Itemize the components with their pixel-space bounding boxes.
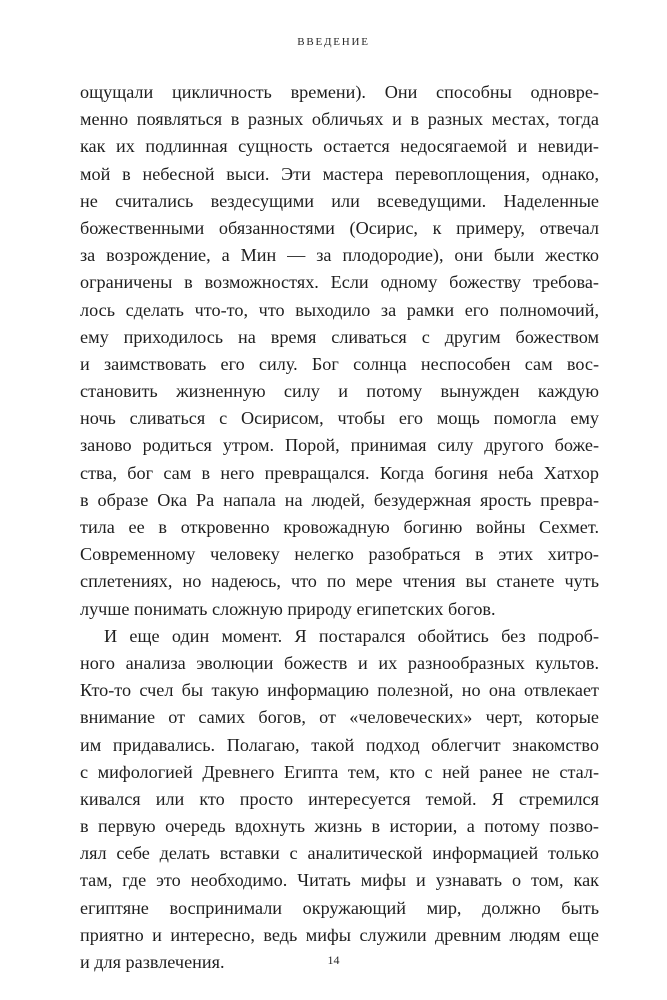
text-line: ного анализа эволюции божеств и их разнообразных культов. xyxy=(80,652,599,673)
paragraph xyxy=(80,79,599,623)
text-line: ему приходилось на время сливаться с другим божеством xyxy=(80,326,599,347)
text-line: заново родиться утром. Порой, принимая силу другого боже- xyxy=(80,435,599,456)
text-line: египтяне воспринимали окружающий мир, должно быть xyxy=(80,897,599,918)
text-line: И еще один момент. Я постарался обойтись без подроб- xyxy=(104,625,599,646)
text-line: приятно и интересно, ведь мифы служили древним людям еще xyxy=(80,924,599,945)
paragraph-container xyxy=(80,79,599,976)
text-line: ства, бог сам в него превращался. Когда богиня неба Хатхор xyxy=(80,462,599,483)
text-line: становить жизненную силу и потому вынужден каждую xyxy=(80,381,599,402)
text-line: внимание от самих богов, от «человеческих» черт, которые xyxy=(80,707,599,728)
text-line: Кто-то счел бы такую информацию полезной, но она отвлекает xyxy=(80,680,599,701)
text-line: тила ее в откровенно кровожадную богиню войны Сехмет. xyxy=(80,517,599,537)
text-line: мой в небесной выси. Эти мастера перевоплощения, однако, xyxy=(80,163,599,184)
text-line: менно появляться в разных обличьях и в разных местах, тогда xyxy=(80,109,599,130)
text-line: как их подлинная сущность остается недосягаемой и невиди- xyxy=(80,136,599,157)
text-line: в первую очередь вдохнуть жизнь в истории, а потому позво- xyxy=(80,816,599,837)
text-line: сплетениях, но надеюсь, что по мере чтения вы станете чуть xyxy=(80,571,599,592)
text-line: лял себе делать вставки с аналитической информацией только xyxy=(80,843,599,864)
text-line: лось сделать что-то, что выходило за рамки его полномочий, xyxy=(80,299,599,320)
text-line: божественными обязанностями (Осирис, к примеру, отвечал xyxy=(80,217,599,238)
text-line: и для развлечения. xyxy=(80,952,225,972)
text-line: ночь сливаться с Осирисом, чтобы его мощь помогла ему xyxy=(80,408,599,429)
paragraph xyxy=(80,623,599,976)
text-line: и заимствовать его силу. Бог солнца неспособен сам вос- xyxy=(80,353,599,374)
body-text xyxy=(80,79,599,976)
text-line: с мифологией Древнего Египта тем, кто с ней ранее не стал- xyxy=(80,761,599,782)
text-line: в образе Ока Ра напала на людей, безудержная ярость превра- xyxy=(80,489,599,510)
page-number: 14 xyxy=(327,953,340,967)
text-line: там, где это необходимо. Читать мифы и узнавать о том, как xyxy=(80,870,599,891)
text-line: ощущали цикличность времени). Они способны одновре- xyxy=(80,82,599,102)
text-line: Современному человеку нелегко разобраться в этих хитро- xyxy=(80,544,599,565)
running-head: ВВЕДЕНИЕ xyxy=(297,36,370,48)
text-line: им придавались. Полагаю, такой подход облегчит знакомство xyxy=(80,734,599,755)
text-line: не считались вездесущими или всеведущими. Наделенные xyxy=(80,190,599,211)
text-line: ограничены в возможностях. Если одному божеству требова- xyxy=(80,272,599,293)
text-line: кивался или кто просто интересуется темой. Я стремился xyxy=(80,788,599,809)
text-line: за возрождение, а Мин — за плодородие), они были жестко xyxy=(80,245,599,266)
text-line: лучше понимать сложную природу египетских богов. xyxy=(80,598,496,619)
